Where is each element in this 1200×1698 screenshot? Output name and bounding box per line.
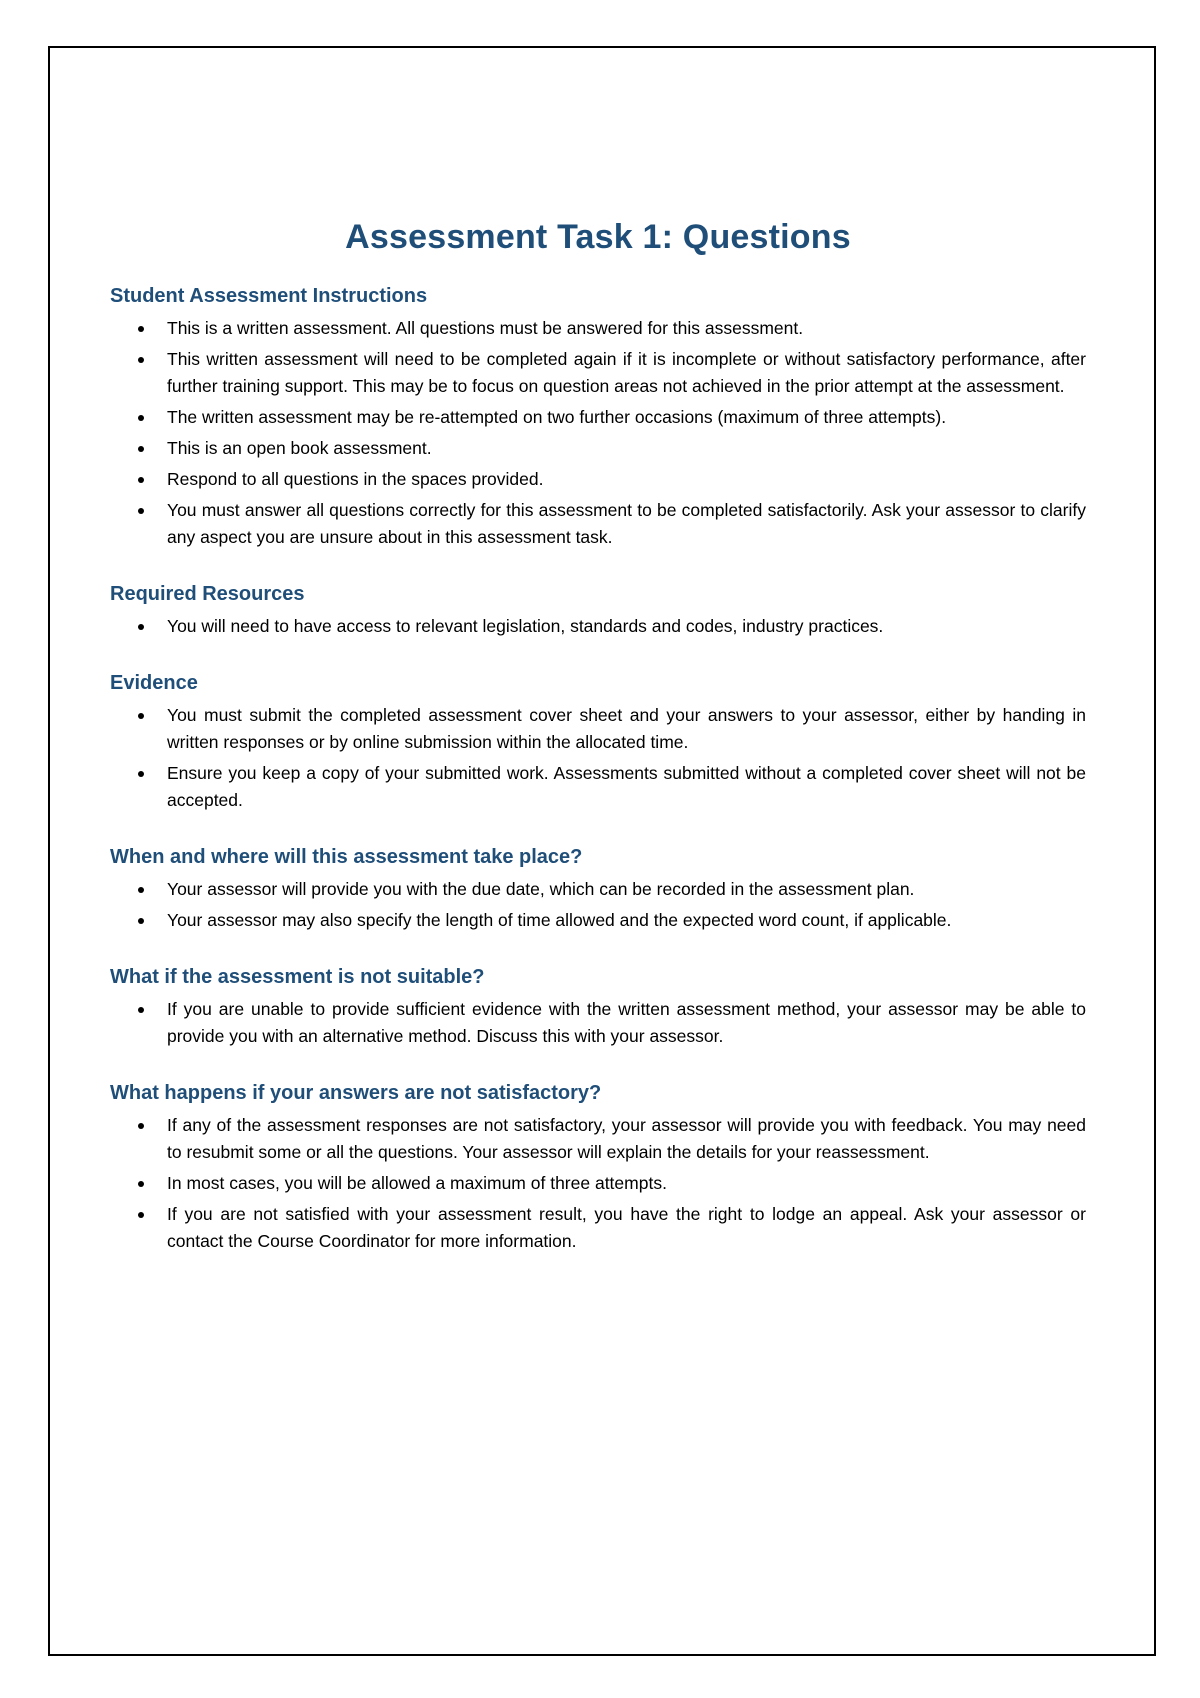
list-item-text: Your assessor will provide you with the due date, which can be recorded in the assessment plan. (167, 879, 915, 899)
list-item (110, 760, 1086, 814)
list-item-text: If you are not satisfied with your assessment result, you have the right to lodge an appeal. Ask your assessor or contact the Course Coordinator for more information. (167, 1204, 1086, 1251)
bullet-list (110, 315, 1086, 551)
bullet-icon (138, 887, 144, 893)
bullet-icon (138, 446, 144, 452)
list-item (110, 1201, 1086, 1255)
section-not-satisfactory (110, 1080, 1086, 1255)
bullet-icon (138, 477, 144, 483)
list-item (110, 497, 1086, 551)
list-item (110, 315, 1086, 342)
list-item (110, 435, 1086, 462)
bullet-icon (138, 1007, 144, 1013)
list-item (110, 404, 1086, 431)
section-heading: Evidence (110, 672, 198, 694)
section-heading: Student Assessment Instructions (110, 285, 428, 307)
list-item-text: The written assessment may be re-attempted on two further occasions (maximum of three attempts). (167, 407, 947, 427)
section-heading: Required Resources (110, 583, 305, 605)
bullet-icon (138, 1181, 144, 1187)
bullet-list (110, 996, 1086, 1050)
bullet-list (110, 702, 1086, 814)
list-item (110, 876, 1086, 903)
section-heading: What if the assessment is not suitable? (110, 966, 485, 988)
bullet-icon (138, 771, 144, 777)
bullet-icon (138, 1212, 144, 1218)
section-not-suitable (110, 964, 1086, 1050)
section-student-assessment-instructions (110, 283, 1086, 551)
list-item-text: In most cases, you will be allowed a maximum of three attempts. (167, 1173, 667, 1193)
bullet-icon (138, 713, 144, 719)
bullet-icon (138, 918, 144, 924)
list-item-text: Ensure you keep a copy of your submitted work. Assessments submitted without a completed cover sheet will not be accepted. (167, 763, 1086, 810)
list-item-text: Respond to all questions in the spaces provided. (167, 469, 544, 489)
list-item (110, 702, 1086, 756)
bullet-list (110, 1112, 1086, 1255)
list-item-text: You will need to have access to relevant legislation, standards and codes, industry practices. (167, 616, 884, 636)
list-item-text: This is a written assessment. All questions must be answered for this assessment. (167, 318, 804, 338)
list-item (110, 466, 1086, 493)
list-item (110, 907, 1086, 934)
page-title: Assessment Task 1: Questions (345, 218, 851, 256)
section-heading: What happens if your answers are not satisfactory? (110, 1082, 602, 1104)
bullet-list (110, 876, 1086, 934)
bullet-icon (138, 508, 144, 514)
section-evidence (110, 670, 1086, 814)
bullet-icon (138, 326, 144, 332)
section-when-and-where (110, 844, 1086, 934)
bullet-list (110, 613, 1086, 640)
list-item-text: This written assessment will need to be completed again if it is incomplete or without satisfactory performance, after further training support. This may be to focus on question areas not achieved in the prior attempt at the assessment. (167, 349, 1086, 396)
bullet-icon (138, 624, 144, 630)
list-item (110, 996, 1086, 1050)
list-item-text: You must submit the completed assessment cover sheet and your answers to your assessor, either by handing in written responses or by online submission within the allocated time. (167, 705, 1086, 752)
bullet-icon (138, 357, 144, 363)
list-item-text: You must answer all questions correctly for this assessment to be completed satisfactorily. Ask your assessor to clarify any aspect you are unsure about in this assessment task. (167, 500, 1086, 547)
section-heading: When and where will this assessment take place? (110, 846, 583, 868)
list-item-text: This is an open book assessment. (167, 438, 432, 458)
list-item-text: If you are unable to provide sufficient evidence with the written assessment method, your assessor may be able to provide you with an alternative method. Discuss this with your assessor. (167, 999, 1086, 1046)
bullet-icon (138, 415, 144, 421)
list-item-text: If any of the assessment responses are not satisfactory, your assessor will provide you with feedback. You may need to resubmit some or all the questions. Your assessor will explain the details for your reassessment. (167, 1115, 1086, 1162)
list-item (110, 1112, 1086, 1166)
list-item (110, 1170, 1086, 1197)
document-content (110, 218, 1086, 1285)
list-item-text: Your assessor may also specify the length of time allowed and the expected word count, if applicable. (167, 910, 952, 930)
section-required-resources (110, 581, 1086, 640)
list-item (110, 613, 1086, 640)
list-item (110, 346, 1086, 400)
bullet-icon (138, 1123, 144, 1129)
